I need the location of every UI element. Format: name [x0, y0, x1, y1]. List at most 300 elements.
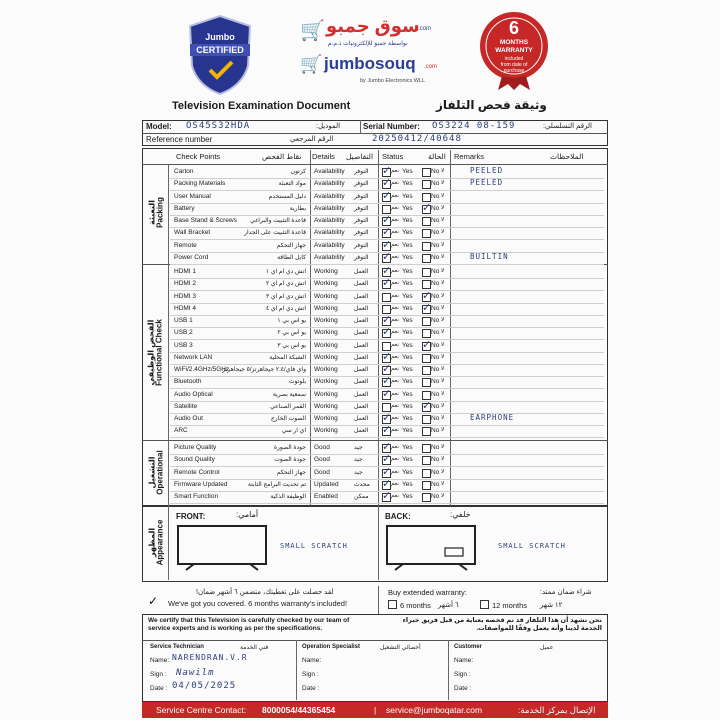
ops-sign-label: Sign :	[302, 671, 319, 678]
yes-label-ar: نعم	[391, 304, 399, 311]
detail: Availability	[314, 217, 345, 224]
yes-label: Yes	[402, 317, 413, 324]
tech-signature: Nawilm	[176, 668, 215, 678]
check-point-ar: كابل الطاقة	[277, 254, 306, 261]
no-label-ar: لا	[441, 292, 445, 299]
no-checkbox[interactable]	[422, 366, 431, 375]
footer-contact-label: Service Centre Contact:	[156, 705, 247, 715]
yes-label: Yes	[402, 204, 413, 212]
reference-label: Reference number	[146, 135, 213, 144]
check-point: WiFi/2.4GHz/5GHz	[174, 366, 230, 373]
yes-label: Yes	[402, 366, 413, 373]
check-point-ar: تم تحديث البرامج الثابتة	[247, 481, 306, 488]
header-status-ar: الحالة	[428, 152, 446, 161]
detail-ar: العمل	[354, 318, 369, 324]
yes-label: Yes	[402, 444, 413, 451]
shield-icon	[186, 14, 254, 96]
no-checkbox[interactable]	[422, 317, 431, 326]
no-label-ar: لا	[441, 366, 445, 372]
no-label-ar: لا	[441, 456, 445, 463]
tech-name-label: Name:	[150, 657, 170, 664]
no-checkbox[interactable]	[422, 469, 431, 478]
souq-tagline: بواسطة جمبو للإلكترونيات ذ.م.م	[328, 41, 408, 47]
detail-ar: العمل	[354, 330, 369, 337]
footer-phone[interactable]: 8000054/44365454	[262, 705, 336, 715]
detail: Good	[314, 444, 330, 451]
yes-label: Yes	[402, 390, 413, 398]
no-label-ar: لا	[441, 444, 445, 450]
detail: Working	[314, 317, 338, 324]
tech-date-value: 04/05/2025	[172, 681, 237, 691]
no-label-ar: لا	[441, 378, 445, 385]
no-checkbox[interactable]	[422, 229, 431, 238]
yes-label-ar: نعم	[391, 217, 399, 223]
section-functional-ar: الفحص الوظيفي	[146, 319, 156, 386]
section-appearance-en: Appearance	[155, 519, 165, 566]
header-check-points: Check Points	[176, 152, 221, 161]
check-point: Carton	[174, 168, 194, 175]
section-appearance	[142, 508, 168, 580]
no-label-ar: لا	[441, 217, 445, 223]
detail-ar: التوفر	[354, 205, 369, 212]
check-point: HDMI 3	[174, 292, 197, 300]
detail-ar: التوفر	[354, 181, 369, 188]
tv-front-icon	[176, 524, 268, 572]
extended-12-months-label-ar: ١٢ شهر	[540, 602, 563, 609]
extended-12-months-checkbox[interactable]	[480, 600, 489, 609]
detail-ar: محدث	[354, 481, 370, 488]
no-label: No	[431, 253, 440, 261]
detail-ar: العمل	[354, 428, 369, 435]
check-point: Remote	[174, 241, 197, 249]
cart-icon: 🛒	[300, 20, 325, 42]
tech-title: Service Technician	[150, 644, 204, 650]
warranty-number: 6	[508, 18, 519, 38]
warranty-included-en: We've got you covered. 6 months warranty's included!	[168, 599, 348, 608]
no-label-ar: لا	[441, 390, 445, 397]
detail-ar: العمل	[354, 403, 369, 410]
detail: Availability	[314, 229, 345, 237]
check-point: Satellite	[174, 402, 198, 410]
yes-label: Yes	[402, 292, 413, 300]
no-label: No	[431, 217, 440, 224]
check-point: User Manual	[174, 192, 211, 200]
check-point-ar: جودة الصورة	[273, 445, 306, 451]
check-point-ar: يو اس بي ٢	[277, 330, 306, 337]
no-label: No	[431, 180, 440, 188]
detail-ar: العمل	[354, 367, 369, 373]
remark: BUILTIN	[470, 251, 509, 261]
detail-ar: العمل	[354, 379, 369, 386]
yes-label: Yes	[402, 168, 413, 175]
tech-sign-label: Sign :	[150, 671, 167, 678]
detail-ar: التوفر	[354, 254, 369, 261]
no-checkbox[interactable]	[422, 444, 431, 453]
yes-label: Yes	[402, 180, 413, 188]
no-label: No	[431, 304, 440, 312]
check-point-ar: يو اس بي ١	[277, 318, 306, 324]
detail-ar: جيد	[354, 457, 363, 464]
warranty-badge	[478, 10, 550, 90]
no-label: No	[431, 402, 440, 410]
model-label: Model:	[146, 122, 172, 131]
header-check-points-ar: نقاط الفحص	[262, 152, 302, 161]
detail-ar: العمل	[354, 391, 369, 398]
no-checkbox[interactable]	[422, 254, 431, 263]
warranty-note-1: included	[504, 56, 524, 62]
detail-ar: جيد	[354, 469, 363, 476]
yes-checkbox[interactable]	[382, 493, 391, 502]
no-label-ar: لا	[441, 168, 445, 174]
footer-contact-ar: الإتصال بمركز الخدمة:	[518, 705, 596, 715]
no-checkbox[interactable]	[422, 481, 431, 490]
check-point-ar: دليل المستخدم	[268, 193, 306, 200]
yes-label: Yes	[402, 456, 413, 464]
serial-label: Serial Number:	[363, 122, 420, 131]
check-point-ar: اي ار سي	[281, 428, 306, 435]
yes-checkbox[interactable]	[382, 293, 391, 302]
detail: Availability	[314, 204, 345, 212]
warranty-word: WARRANTY	[495, 47, 533, 54]
souq-jumbo-logo	[300, 16, 440, 52]
cart-icon: 🛒	[300, 54, 323, 74]
no-label-ar: لا	[441, 480, 445, 487]
yes-label-ar: نعم	[391, 415, 399, 421]
no-checkbox[interactable]	[422, 242, 431, 251]
model-value: OS45S32HDA	[186, 121, 251, 131]
detail: Working	[314, 268, 338, 275]
certified-badge	[186, 14, 254, 96]
check-point: Power Cord	[174, 253, 209, 261]
ops-title: Operation Specialist	[302, 644, 361, 650]
yes-label-ar: نعم	[391, 456, 399, 463]
no-label-ar: لا	[441, 329, 445, 336]
header-details: Details	[312, 152, 335, 161]
check-point-ar: قاعدة التثبيت والبراغي	[250, 218, 306, 224]
no-label-ar: لا	[441, 204, 445, 211]
jumbosouq-tagline: by Jumbo Electronics WLL	[360, 78, 426, 84]
yes-label: Yes	[402, 241, 413, 249]
detail-ar: العمل	[354, 354, 369, 361]
remark: PEELED	[470, 178, 504, 188]
warranty-included-ar: لقد حصلت على تغطيتك، متضمن ٦ أشهر ضمان!	[196, 589, 334, 596]
no-checkbox[interactable]	[422, 403, 431, 412]
no-label: No	[431, 292, 440, 300]
detail-ar: العمل	[354, 269, 369, 275]
no-label-ar: لا	[441, 304, 445, 311]
no-label-ar: لا	[441, 468, 445, 475]
check-point-ar: اتش دي ام اي ١	[265, 269, 306, 275]
serial-value: OS3224 08-159	[432, 121, 516, 131]
header-remarks-ar: الملاحظات	[550, 152, 584, 161]
footer-bar	[142, 702, 608, 718]
serial-label-ar: الرقم التسلسلي:	[543, 123, 592, 130]
check-point-ar: القمر الصناعي	[270, 403, 306, 410]
detail: Good	[314, 456, 330, 464]
no-label: No	[431, 468, 440, 476]
customer-date-label: Date :	[454, 685, 472, 692]
detail-ar: التوفر	[354, 242, 369, 249]
no-label: No	[431, 280, 440, 288]
table-row	[170, 252, 604, 265]
yes-label-ar: نعم	[391, 353, 399, 360]
no-label-ar: لا	[441, 241, 445, 248]
no-checkbox[interactable]	[422, 268, 431, 277]
buy-warranty-label: Buy extended warranty:	[388, 588, 467, 597]
check-point: Picture Quality	[174, 444, 217, 451]
table-row	[170, 491, 604, 504]
detail: Working	[314, 353, 338, 361]
souq-domain: .com	[418, 26, 432, 32]
back-note: SMALL SCRATCH	[498, 542, 566, 550]
yes-label-ar: نعم	[391, 241, 399, 248]
footer-email[interactable]: service@jumboqatar.com	[386, 705, 483, 715]
yes-label: Yes	[402, 493, 413, 500]
yes-label: Yes	[402, 402, 413, 410]
back-label-ar: خلفي:	[450, 510, 471, 519]
no-checkbox[interactable]	[422, 168, 431, 177]
no-label: No	[431, 480, 440, 488]
no-label: No	[431, 493, 440, 500]
detail: Working	[314, 366, 338, 373]
jumbosouq-wordmark: jumbosouq	[324, 54, 416, 73]
check-point-ar: جودة الصوت	[274, 457, 306, 464]
table-row	[170, 291, 604, 304]
remark: EARPHONE	[470, 413, 515, 422]
detail-ar: التوفر	[354, 230, 369, 237]
check-point-ar: الشبكة المحلية	[269, 354, 306, 361]
detail: Availability	[314, 192, 345, 200]
yes-label: Yes	[402, 427, 413, 435]
no-label-ar: لا	[441, 229, 445, 236]
title-en: Television Examination Document	[172, 100, 351, 112]
no-label: No	[431, 341, 440, 349]
check-point: USB 3	[174, 341, 193, 349]
no-label-ar: لا	[441, 192, 445, 199]
yes-checkbox[interactable]	[382, 193, 391, 202]
check-point: Audio Out	[174, 415, 203, 422]
check-point: Remote Control	[174, 468, 220, 476]
check-point: Battery	[174, 204, 195, 212]
no-label: No	[431, 168, 440, 175]
check-point: Packing Materials	[174, 180, 226, 188]
front-label: FRONT:	[176, 512, 206, 521]
badge-top-text: Jumbo	[205, 32, 235, 42]
yes-label-ar: نعم	[391, 468, 399, 475]
reference-label-ar: الرقم المرجعي	[290, 136, 334, 143]
yes-label: Yes	[402, 378, 413, 386]
check-point-ar: الوظيفة الذكية	[270, 494, 306, 500]
detail: Working	[314, 378, 338, 386]
no-label: No	[431, 241, 440, 249]
check-point-ar: اتش دي ام اي ٣	[265, 293, 306, 300]
detail: Working	[314, 415, 338, 422]
yes-label: Yes	[402, 280, 413, 288]
customer-sign-label: Sign :	[454, 671, 471, 678]
table-header	[142, 150, 608, 164]
yes-label-ar: نعم	[391, 390, 399, 397]
check-point-ar: قاعدة التثبيت على الجدار	[244, 230, 306, 237]
check-point-ar: جهاز التحكم	[276, 242, 306, 249]
header-details-ar: التفاصيل	[346, 152, 374, 161]
yes-label: Yes	[402, 217, 413, 224]
souq-arabic-logo: سوق جمبو	[326, 16, 420, 36]
yes-label: Yes	[402, 253, 413, 261]
no-checkbox[interactable]	[422, 415, 431, 424]
no-label-ar: لا	[441, 402, 445, 409]
tv-back-icon	[385, 524, 477, 572]
front-label-ar: أمامي:	[236, 510, 259, 519]
yes-label-ar: نعم	[391, 427, 399, 434]
no-checkbox[interactable]	[422, 217, 431, 226]
no-label-ar: لا	[441, 268, 445, 274]
check-point-ar: جهاز التحكم	[276, 469, 306, 476]
detail-ar: ممكن	[354, 494, 369, 500]
yes-checkbox[interactable]	[382, 391, 391, 400]
table-row	[170, 389, 604, 402]
yes-label-ar: نعم	[391, 180, 399, 187]
check-point-ar: مواد التعبئة	[278, 181, 306, 188]
no-label-ar: لا	[441, 353, 445, 360]
no-checkbox[interactable]	[422, 205, 431, 214]
check-point: Wall Bracket	[174, 229, 211, 237]
check-point: HDMI 4	[174, 304, 197, 312]
yes-label-ar: نعم	[391, 204, 399, 211]
no-label-ar: لا	[441, 317, 445, 323]
no-checkbox[interactable]	[422, 354, 431, 363]
yes-checkbox[interactable]	[382, 427, 391, 436]
no-label: No	[431, 204, 440, 212]
yes-label-ar: نعم	[391, 253, 399, 260]
section-functional	[142, 266, 168, 440]
detail-ar: العمل	[354, 416, 369, 422]
yes-label-ar: نعم	[391, 444, 399, 450]
no-checkbox[interactable]	[422, 378, 431, 387]
check-point: Bluetooth	[174, 378, 202, 386]
no-checkbox[interactable]	[422, 180, 431, 189]
yes-checkbox[interactable]	[382, 280, 391, 289]
yes-label: Yes	[402, 415, 413, 422]
check-point-ar: بطارية	[289, 205, 306, 212]
yes-label-ar: نعم	[391, 192, 399, 199]
no-label-ar: لا	[441, 493, 445, 499]
yes-checkbox[interactable]	[382, 329, 391, 338]
yes-label: Yes	[402, 353, 413, 361]
extended-6-months-label: 6 months	[400, 601, 431, 610]
check-point: Sound Quality	[174, 456, 215, 464]
yes-label: Yes	[402, 329, 413, 337]
detail: Availability	[314, 241, 345, 249]
detail: Good	[314, 468, 330, 476]
yes-label-ar: نعم	[391, 402, 399, 409]
ops-name-label: Name:	[302, 657, 322, 664]
check-point: Audio Optical	[174, 390, 213, 398]
section-packing	[142, 166, 168, 264]
yes-label: Yes	[402, 192, 413, 200]
yes-label-ar: نعم	[391, 329, 399, 336]
yes-label-ar: نعم	[391, 268, 399, 274]
no-checkbox[interactable]	[422, 456, 431, 465]
no-label-ar: لا	[441, 341, 445, 348]
check-point-ar: بلوتوث	[288, 379, 306, 386]
detail: Working	[314, 341, 338, 349]
header-remarks: Remarks	[454, 152, 485, 161]
yes-label-ar: نعم	[391, 229, 399, 236]
customer-title: Customer	[454, 644, 483, 650]
no-label: No	[431, 427, 440, 435]
front-note: SMALL SCRATCH	[280, 542, 348, 550]
yes-label: Yes	[402, 229, 413, 237]
check-point-ar: اتش دي ام اي ٤	[265, 305, 306, 312]
no-label: No	[431, 378, 440, 386]
no-checkbox[interactable]	[422, 427, 431, 436]
badge-main-text: CERTIFIED	[196, 45, 244, 55]
detail: Working	[314, 280, 338, 288]
no-label: No	[431, 192, 440, 200]
warranty-months: MONTHS	[499, 39, 529, 46]
no-label-ar: لا	[441, 427, 445, 434]
detail: Availability	[314, 253, 345, 261]
table-row	[170, 425, 604, 438]
jumbosouq-domain: .com	[424, 64, 438, 70]
yes-label-ar: نعم	[391, 317, 399, 323]
detail: Availability	[314, 180, 345, 188]
section-operational-en: Operational	[155, 450, 165, 495]
remark: PEELED	[470, 166, 504, 175]
no-label: No	[431, 317, 440, 324]
yes-label: Yes	[402, 304, 413, 312]
no-checkbox[interactable]	[422, 493, 431, 502]
warranty-check: ✓	[148, 594, 159, 608]
yes-label-ar: نعم	[391, 280, 399, 287]
detail-ar: التوفر	[354, 193, 369, 200]
detail: Working	[314, 402, 338, 410]
detail: Enabled	[314, 493, 338, 500]
header-status: Status	[382, 152, 404, 161]
extended-6-months-checkbox[interactable]	[388, 600, 397, 609]
footer-separator: |	[374, 705, 377, 715]
ops-title-ar: أخصائي التشغيل	[380, 645, 421, 651]
extended-12-months-label: 12 months	[492, 601, 528, 610]
back-label: BACK:	[385, 512, 411, 521]
yes-label: Yes	[402, 341, 413, 349]
yes-label: Yes	[402, 268, 413, 275]
check-point: Base Stand & Screws	[174, 217, 237, 224]
model-label-ar: الموديل:	[316, 123, 341, 130]
table-row	[170, 191, 604, 204]
certify-en: We certify that this Television is carefully checked by our team of service experts and is working as per the specifications.	[148, 617, 350, 632]
jumbosouq-logo	[300, 54, 440, 90]
section-operational	[142, 442, 168, 504]
extended-6-months-label-ar: ٦ أشهر	[438, 602, 459, 609]
no-label: No	[431, 444, 440, 451]
no-checkbox[interactable]	[422, 342, 431, 351]
detail-ar: العمل	[354, 342, 369, 349]
no-checkbox[interactable]	[422, 305, 431, 314]
detail: Working	[314, 390, 338, 398]
warranty-note-2: from date of	[500, 62, 528, 68]
check-point-ar: الصوت الخارج	[270, 416, 306, 422]
no-label: No	[431, 229, 440, 237]
no-label: No	[431, 268, 440, 275]
yes-label: Yes	[402, 468, 413, 476]
yes-checkbox[interactable]	[382, 254, 391, 263]
customer-name-label: Name:	[454, 657, 474, 664]
section-packing-en: Packing	[155, 197, 165, 228]
detail-ar: التوفر	[354, 169, 369, 175]
detail: Updated	[314, 480, 339, 488]
detail: Working	[314, 427, 338, 435]
